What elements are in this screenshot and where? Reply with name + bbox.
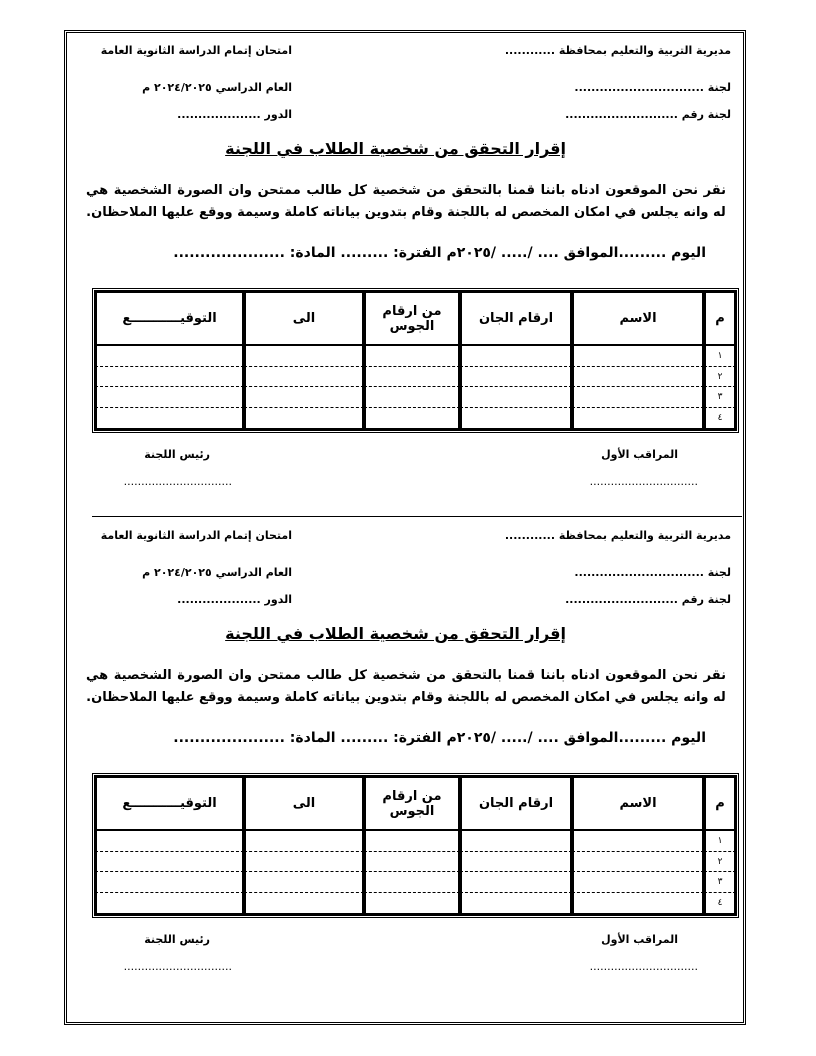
table-row [95,367,736,388]
seat-to-cell[interactable] [244,346,364,367]
row-index: ٣ [704,872,736,893]
table-row [95,872,736,893]
committee-cell[interactable] [460,893,572,915]
form-section-2 [0,485,816,973]
col-seat-to: الى [244,776,364,831]
seat-from-cell[interactable] [364,408,460,430]
students-table [92,773,739,918]
date-line: اليوم .........الموافق .... /..... /٢٠٢٥م الفترة: ......... المادة: ..................... [173,730,706,746]
first-observer-label: المراقب الأول [601,933,678,946]
committee-cell[interactable] [460,408,572,430]
row-index: ٤ [704,408,736,430]
row-index: ١ [704,831,736,852]
table-row [95,346,736,367]
col-committee-numbers: ارقام الجان [460,291,572,346]
form-title: إقرار التحقق من شخصية الطلاب في اللجنة [225,139,566,158]
table-row [95,852,736,873]
form-section-1 [0,0,816,488]
name-cell[interactable] [572,872,704,893]
declaration-paragraph: نقر نحن الموقعون ادناه باننا قمنا بالتحقق من شخصية كل طالب ممتحن وان الصورة الشخصية هي له وانه يجلس في امكان المخصص له باللجنة وقام بتدوين بياناته كاملة وسيمة ووقع عليها الملاحظان. [86,668,726,705]
seat-to-cell[interactable] [244,367,364,388]
committee-head-signature-line: ............................... [123,960,232,973]
seat-from-cell[interactable] [364,387,460,408]
col-index: م [704,291,736,346]
col-signature: التوقيـــــــــــع [95,776,244,831]
name-cell[interactable] [572,852,704,873]
col-index: م [704,776,736,831]
table-row [95,831,736,852]
seat-from-cell[interactable] [364,346,460,367]
name-cell[interactable] [572,387,704,408]
exam-title: امتحان إتمام الدراسة الثانوية العامة [100,44,292,57]
first-observer-signature-line: ............................... [589,960,698,973]
seat-from-cell[interactable] [364,872,460,893]
name-cell[interactable] [572,893,704,915]
name-cell[interactable] [572,831,704,852]
date-line: اليوم .........الموافق .... /..... /٢٠٢٥م الفترة: ......... المادة: ..................... [173,245,706,261]
directorate-line: مديرية التربية والتعليم بمحافظة ............ [504,529,731,542]
signature-cell[interactable] [95,893,244,915]
seat-to-cell[interactable] [244,408,364,430]
academic-year: العام الدراسي ٢٠٢٤/٢٠٢٥ م [142,566,292,579]
row-index: ٢ [704,367,736,388]
seat-from-cell[interactable] [364,852,460,873]
committee-line: لجنة ............................... [574,81,731,94]
committee-cell[interactable] [460,831,572,852]
col-name: الاسم [572,291,704,346]
directorate-line: مديرية التربية والتعليم بمحافظة ............ [504,44,731,57]
table-row [95,408,736,430]
signature-cell[interactable] [95,831,244,852]
seat-to-cell[interactable] [244,893,364,915]
signature-cell[interactable] [95,387,244,408]
committee-head-label: رئيس اللجنة [144,933,210,946]
signature-cell[interactable] [95,852,244,873]
round-line: الدور .................... [177,108,292,121]
declaration-paragraph: نقر نحن الموقعون ادناه باننا قمنا بالتحقق من شخصية كل طالب ممتحن وان الصورة الشخصية هي له وانه يجلس في امكان المخصص له باللجنة وقام بتدوين بياناته كاملة وسيمة ووقع عليها الملاحظان. [86,183,726,220]
signature-cell[interactable] [95,872,244,893]
committee-number-line: لجنة رقم ........................... [565,593,731,606]
committee-cell[interactable] [460,852,572,873]
committee-cell[interactable] [460,387,572,408]
committee-cell[interactable] [460,872,572,893]
students-table [92,288,739,433]
seat-from-cell[interactable] [364,831,460,852]
col-committee-numbers: ارقام الجان [460,776,572,831]
col-seat-to: الى [244,291,364,346]
committee-head-label: رئيس اللجنة [144,448,210,461]
committee-head-signature-line: ............................... [123,475,232,488]
round-line: الدور .................... [177,593,292,606]
seat-to-cell[interactable] [244,872,364,893]
row-index: ٣ [704,387,736,408]
seat-to-cell[interactable] [244,852,364,873]
committee-line: لجنة ............................... [574,566,731,579]
committee-cell[interactable] [460,346,572,367]
name-cell[interactable] [572,346,704,367]
table-row [95,387,736,408]
seat-to-cell[interactable] [244,831,364,852]
form-title: إقرار التحقق من شخصية الطلاب في اللجنة [225,624,566,643]
name-cell[interactable] [572,408,704,430]
col-seat-from: من ارقام الجوس [364,776,460,831]
name-cell[interactable] [572,367,704,388]
seat-to-cell[interactable] [244,387,364,408]
signature-cell[interactable] [95,408,244,430]
col-seat-from: من ارقام الجوس [364,291,460,346]
seat-from-cell[interactable] [364,893,460,915]
seat-from-cell[interactable] [364,367,460,388]
col-name: الاسم [572,776,704,831]
exam-title: امتحان إتمام الدراسة الثانوية العامة [100,529,292,542]
col-signature: التوقيـــــــــــع [95,291,244,346]
first-observer-label: المراقب الأول [601,448,678,461]
row-index: ٢ [704,852,736,873]
row-index: ١ [704,346,736,367]
row-index: ٤ [704,893,736,915]
table-row [95,893,736,915]
signature-cell[interactable] [95,346,244,367]
first-observer-signature-line: ............................... [589,475,698,488]
academic-year: العام الدراسي ٢٠٢٤/٢٠٢٥ م [142,81,292,94]
committee-cell[interactable] [460,367,572,388]
signature-cell[interactable] [95,367,244,388]
committee-number-line: لجنة رقم ........................... [565,108,731,121]
